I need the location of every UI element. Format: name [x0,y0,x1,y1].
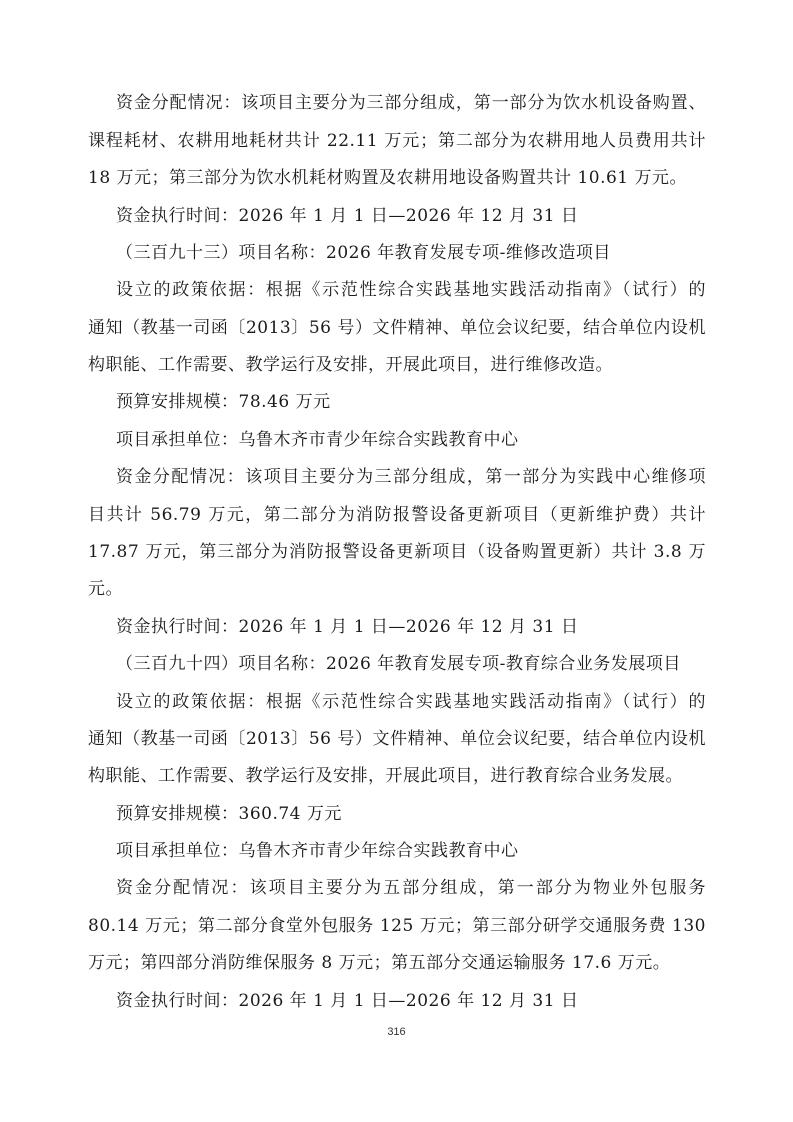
text-line: 预算安排规模：78.46 万元 [116,392,331,412]
text-line: 通知（教基一司函〔2013〕56 号）文件精神、单位会议纪要，结合单位内设机 [88,318,706,338]
text-line: 项目承担单位：乌鲁木齐市青少年综合实践教育中心 [116,430,519,450]
text-line: 设立的政策依据：根据《示范性综合实践基地实践活动指南》（试行）的 [116,692,706,712]
text-line: 资金分配情况：该项目主要分为三部分组成，第一部分为实践中心维修项 [116,467,706,487]
text-line: 资金执行时间：2026 年 1 月 1 日—2026 年 12 月 31 日 [116,991,579,1011]
text-line: 项目承担单位：乌鲁木齐市青少年综合实践教育中心 [116,841,519,861]
section-heading: （三百九十四）项目名称：2026 年教育发展专项-教育综合业务发展项目 [116,654,681,674]
text-line: 17.87 万元，第三部分为消防报警设备更新项目（设备购置更新）共计 3.8 万 [88,542,706,562]
text-line: 资金执行时间：2026 年 1 月 1 日—2026 年 12 月 31 日 [116,617,579,637]
text-line: 80.14 万元；第二部分食堂外包服务 125 万元；第三部分研学交通服务费 130 [88,916,706,936]
text-line: 资金执行时间：2026 年 1 月 1 日—2026 年 12 月 31 日 [116,206,579,226]
text-line: 课程耗材、农耕用地耗材共计 22.11 万元；第二部分为农耕用地人员费用共计 [88,131,706,151]
text-line: 通知（教基一司函〔2013〕56 号）文件精神、单位会议纪要，结合单位内设机 [88,729,706,749]
text-line: 18 万元；第三部分为饮水机耗材购置及农耕用地设备购置共计 10.61 万元。 [88,168,688,188]
text-line: 元。 [88,579,123,599]
section-heading: （三百九十三）项目名称：2026 年教育发展专项-维修改造项目 [116,243,611,263]
text-line: 构职能、工作需要、教学运行及安排，开展此项目，进行教育综合业务发展。 [88,766,683,786]
text-line: 预算安排规模：360.74 万元 [116,804,342,824]
text-line: 目共计 56.79 万元，第二部分为消防报警设备更新项目（更新维护费）共计 [88,505,706,525]
text-line: 设立的政策依据：根据《示范性综合实践基地实践活动指南》（试行）的 [116,280,706,300]
text-line: 构职能、工作需要、教学运行及安排，开展此项目，进行维修改造。 [88,355,613,375]
text-line: 资金分配情况：该项目主要分为三部分组成，第一部分为饮水机设备购置、 [116,93,706,113]
page-number: 316 [387,1026,406,1038]
text-line: 万元；第四部分消防维保服务 8 万元；第五部分交通运输服务 17.6 万元。 [88,953,671,973]
text-line: 资金分配情况：该项目主要分为五部分组成，第一部分为物业外包服务 [116,878,706,898]
